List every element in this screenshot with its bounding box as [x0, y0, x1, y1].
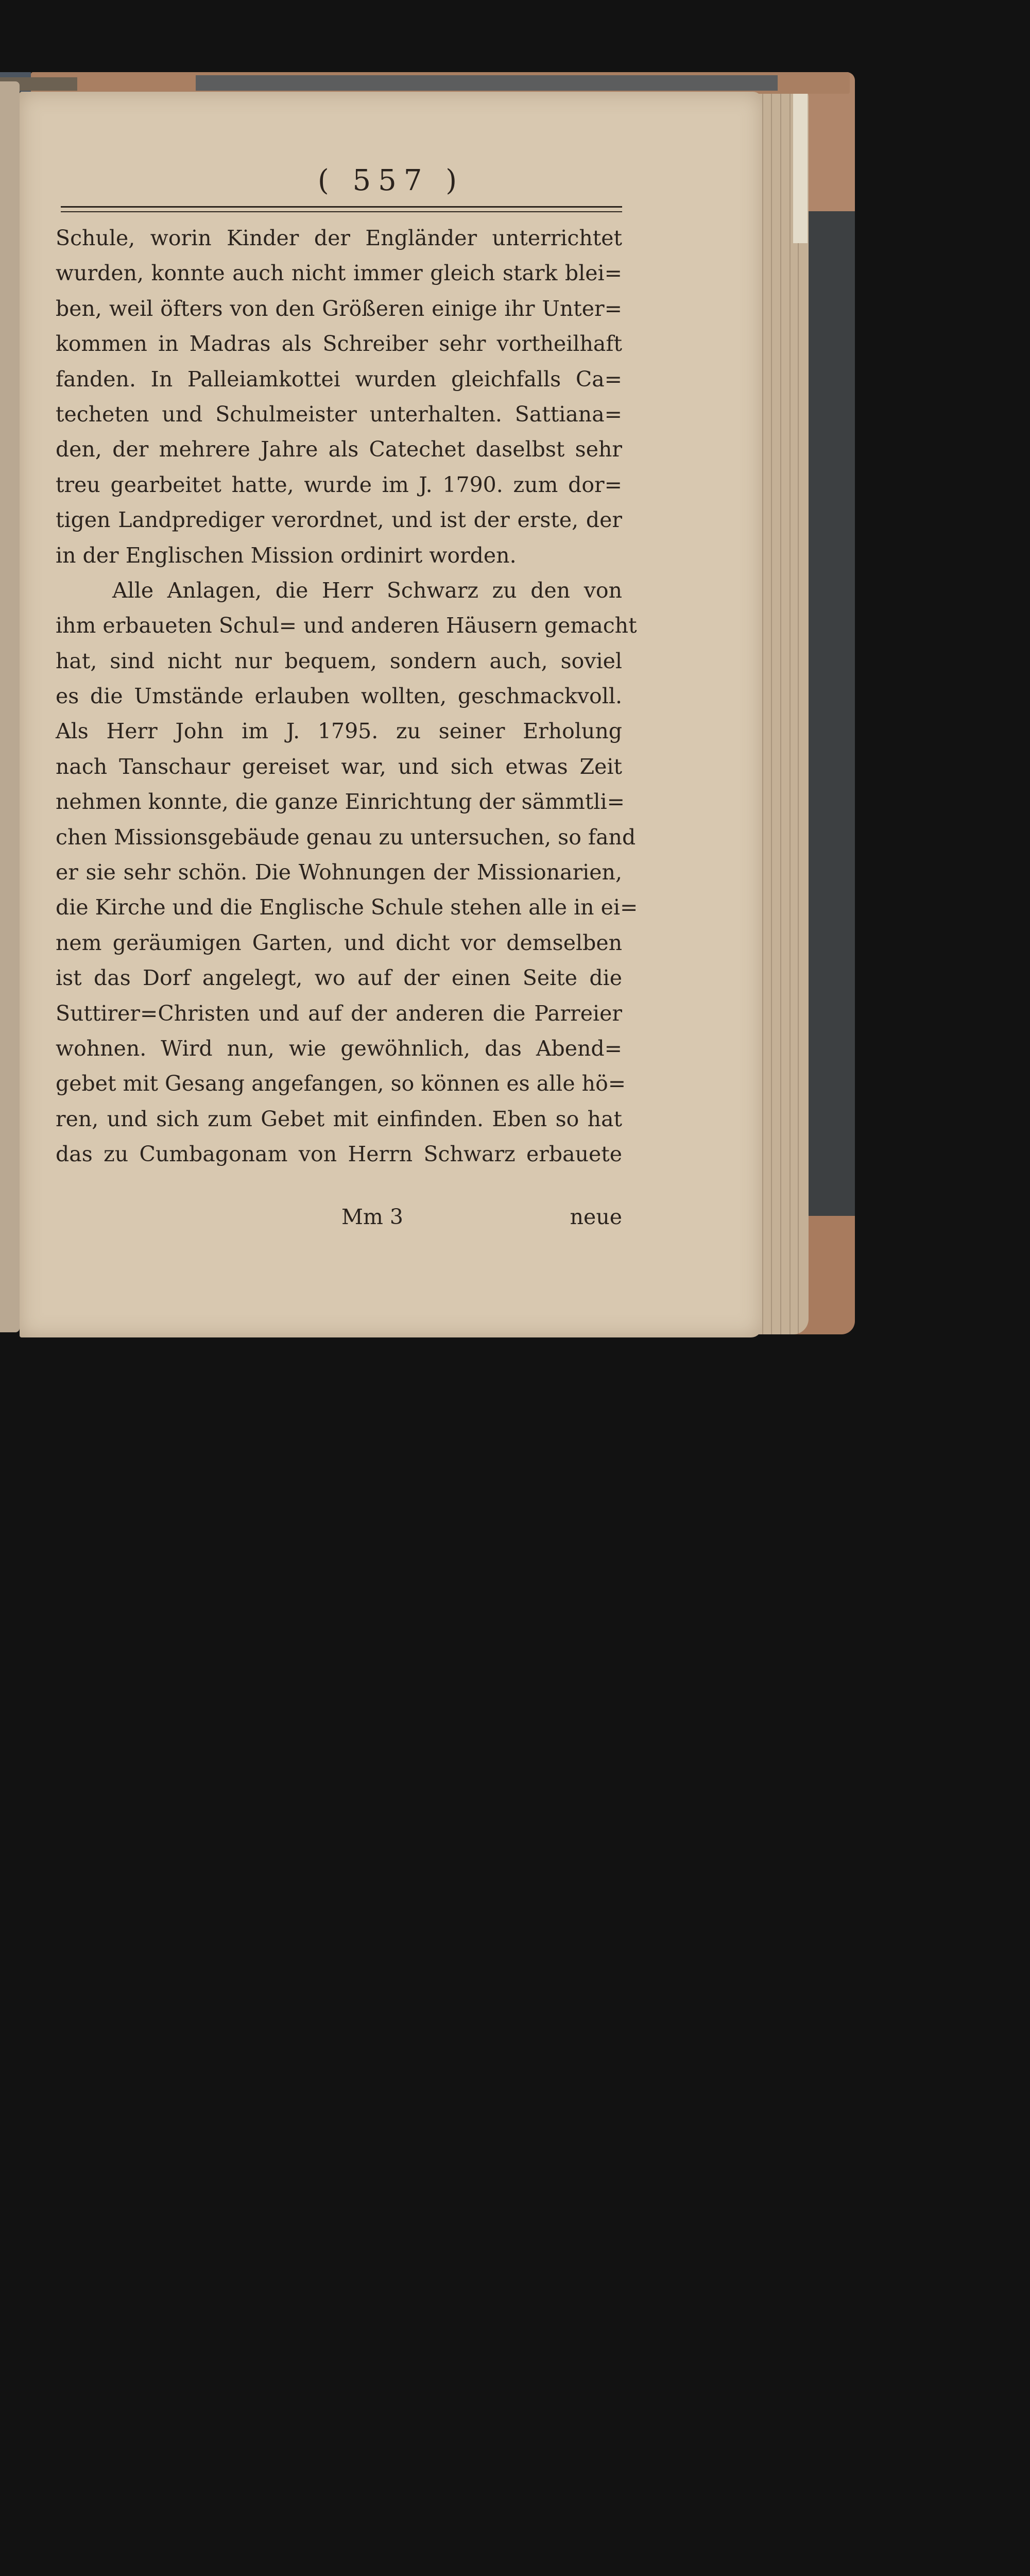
text-line: gebet mit Gesang angefangen, so können es alle hö=: [56, 1071, 626, 1096]
text-line: ihm erbaueten Schul= und anderen Häusern gemacht: [56, 613, 637, 638]
text-line: kommen in Madras als Schreiber sehr vortheilhaft: [56, 331, 622, 357]
header-rule-thin: [61, 211, 622, 212]
text-line: ren, und sich zum Gebet mit einfinden. Eben so hat: [56, 1106, 622, 1131]
provenance-bar: [0, 1434, 1030, 1461]
text-line: nach Tanschaur gereiset war, und sich etwas Zeit: [56, 754, 622, 779]
facing-page-edge: [0, 81, 20, 1332]
text-line: tigen Landprediger verordnet, und ist der erste, der: [56, 507, 622, 533]
text-line: es die Umstände erlauben wollten, geschmackvoll.: [56, 684, 622, 709]
text-line: fanden. In Palleiamkottei wurden gleichfalls Ca=: [56, 366, 622, 392]
text-line: nem geräumigen Garten, und dicht vor demselben: [56, 930, 622, 955]
text-line: hat, sind nicht nur bequem, sondern auch, soviel: [56, 648, 622, 673]
text-line: die Kirche und die Englische Schule stehen alle in ei=: [56, 895, 638, 920]
text-line: wurden, konnte auch nicht immer gleich stark blei=: [56, 261, 622, 286]
text-line: techeten und Schulmeister unterhalten. Sattiana=: [56, 401, 622, 427]
text-line: das zu Cumbagonam von Herrn Schwarz erbauete: [56, 1142, 622, 1167]
text-line: Als Herr John im J. 1795. zu seiner Erholung: [56, 719, 622, 744]
text-line: Suttirer=Christen und auf der anderen die Parreier: [56, 1001, 622, 1026]
page-body-text: [56, 221, 638, 1172]
book-page: [20, 92, 762, 1337]
page-edge-highlight: [793, 89, 808, 243]
text-line: ist das Dorf angelegt, wo auf der einen Seite die: [56, 965, 622, 991]
text-line: den, der mehrere Jahre als Catechet daselbst sehr: [56, 437, 622, 462]
text-line: treu gearbeitet hatte, wurde im J. 1790. zum dor=: [56, 472, 622, 497]
page-block-edge: [754, 88, 809, 1334]
text-line: chen Missionsgebäude genau zu untersuchen, so fand: [56, 824, 636, 850]
signature-mark: Mm 3: [341, 1205, 403, 1229]
book-top-board: [31, 72, 850, 94]
text-line: wohnen. Wird nun, wie gewöhnlich, das Abend=: [56, 1036, 622, 1061]
text-line: ben, weil öfters von den Größeren einige ihr Unter=: [56, 296, 622, 321]
catchword: neue: [570, 1205, 622, 1229]
text-line: Schule, worin Kinder der Engländer unterrichtet: [56, 226, 622, 250]
text-line: er sie sehr schön. Die Wohnungen der Missionarien,: [56, 860, 622, 885]
header-rule-thick: [61, 206, 622, 208]
text-line: nehmen konnte, die ganze Einrichtung der sämmtli=: [56, 789, 625, 815]
page-number: ( 557 ): [317, 164, 465, 197]
page-footer: [56, 1199, 622, 1234]
text-line: in der Englischen Mission ordinirt worden.: [56, 543, 517, 568]
paragraph-first-line: Alle Anlagen, die Herr Schwarz zu den von: [112, 578, 622, 603]
